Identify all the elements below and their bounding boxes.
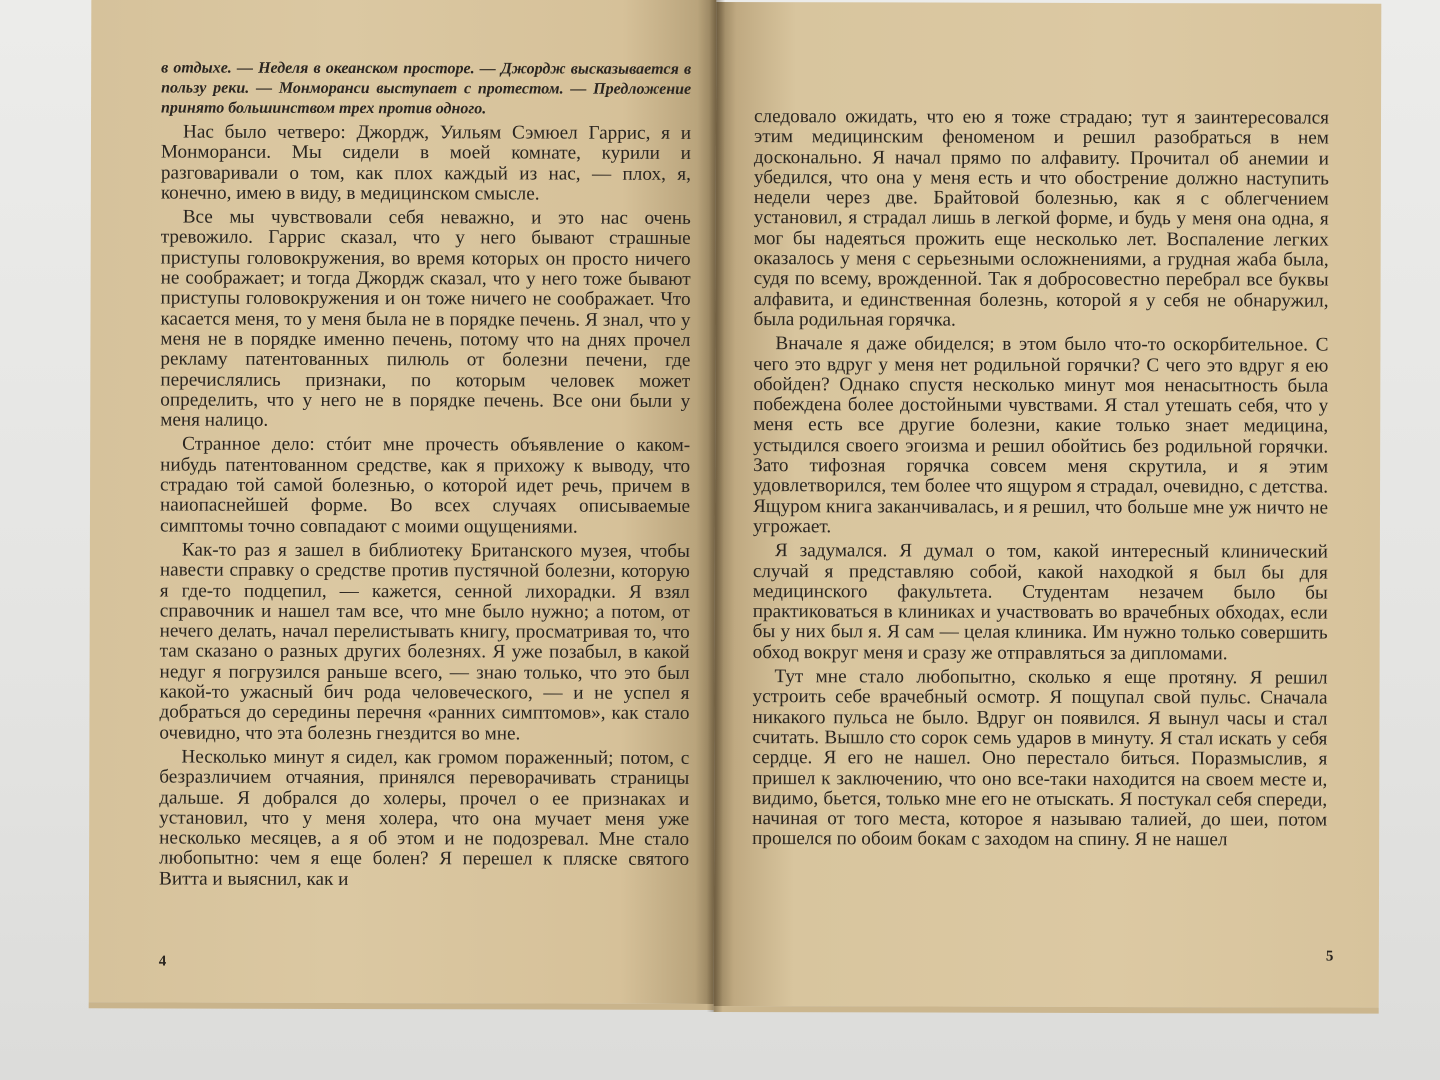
paragraph: Тут мне стало любопытно, сколько я еще протяну. Я решил устроить себе врачебный осмотр. Я пощупал свой пульс. Сначала никакого пульса не было. Вдруг он появился. Я вынул часы и стал считать. Вышло сто сорок семь ударов в минуту. Я стал искать у себя сердце. Я его не нашел. Оно перестало биться. Поразмыслив, я пришел к заключению, что оно все-таки находится на своем месте и, видимо, бьется, только мне его не отыскать. Я постукал себя спереди, начиная от того места, которое я называю талией, до шеи, потом прошелся по обоим бокам с заходом на спину. Я не нашел — [752, 666, 1328, 851]
paragraph: Странное дело: стóит мне прочесть объявление о каком-нибудь патентованном средстве, как я прихожу к выводу, что страдаю той самой болезнью, о которой идет речь, причем в наиопаснейшей форме. Во всех случаях описываемые симптомы точно совпадают с моими ощущениями. — [159, 434, 691, 538]
left-page-text — [159, 58, 691, 894]
book-spine — [707, 0, 726, 1012]
paragraph: Нас было четверо: Джордж, Уильям Сэмюел Гаррис, я и Монморанси. Мы сидели в моей комнате, курили и разговаривали о том, как плох каждый из нас, — плох, я, конечно, имею в виду, в медицинском смысле. — [160, 121, 692, 205]
page-number-right: 5 — [1325, 948, 1334, 965]
page-number-left: 4 — [158, 953, 167, 970]
right-page — [714, 2, 1382, 1014]
right-page-text — [752, 107, 1329, 855]
paragraph: следовало ожидать, что ею я тоже страдаю; тут я заинтересовался этим медицинским феноменом и решил разобраться в нем досконально. Я начал прямо по алфавиту. Прочитал об анемии и убедился, что она у меня есть и что обострение должно наступить недели через две. Брайтовой болезнью, как я с облегчением установил, я страдал лишь в легкой форме, и будь у меня она одна, я мог бы надеяться прожить еще несколько лет. Воспаление легких оказалось у меня с серьезными осложнениями, а грудная жаба была, судя по всему, врожденной. Так я добросовестно перебрал все буквы алфавита, и единственная болезнь, которой я у себя не обнаружил, была родильная горячка. — [753, 106, 1330, 331]
paragraph: Я задумался. Я думал о том, какой интересный клинический случай я представляю собой, какой находкой я был бы для медицинского факультета. Студентам незачем было бы практиковаться в клиниках и участвовать во врачебных обходах, если бы у них был я. Я сам — целая клиника. Им нужно только совершить обход вокруг меня и сразу же отправляться за дипломами. — [752, 540, 1328, 665]
open-book — [89, 0, 1382, 1022]
paragraph: Вначале я даже обиделся; в этом было что-то оскорбительное. С чего это вдруг у меня нет родильной горячки? С чего это вдруг я ею обойден? Однако спустя несколько минут моя ненасытность была побеждена более достойными чувствами. Я стал утешать себя, что у меня есть все другие болезни, какие только знает медицина, устыдился своего эгоизма и решил обойтись без родильной горячки. Зато тифозная горячка совсем меня скрутила, и я этим удовлетворился, тем более что ящуром я страдал, очевидно, с детства. Ящуром книга заканчивалась, и я решил, что больше мне уж ничто не угрожает. — [752, 333, 1329, 538]
paragraph: Все мы чувствовали себя неважно, и это нас очень тревожило. Гаррис сказал, что у него бывают страшные приступы головокружения, во время которых он просто ничего не соображает; и тогда Джордж сказал, что у него тоже бывают приступы головокружения и он тоже ничего не соображает. Что касается меня, то у меня была не в порядке печень. Я знал, что у меня не в порядке именно печень, потому что на днях прочел рекламу патентованных пилюль от болезни печени, где перечислялись признаки, по которым человек может определить, что у него не в порядке печень. Все они были у меня налицо. — [160, 206, 691, 431]
paragraph: Как-то раз я зашел в библиотеку Британского музея, чтобы навести справку о средстве против пустячной болезни, которую я где-то подцепил, — кажется, сенной лихорадки. Я взял справочник и нашел там все, что мне было нужно; а потом, от нечего делать, начал перелистывать книгу, просматривая то, что там сказано о разных других болезнях. Я уже позабыл, в какой недуг я погрузился раньше всего, — знаю только, что это был какой-то ужасный бич рода человеческого, — и не успел я добраться до середины перечня «ранних симптомов», как стало очевидно, что эта болезнь гнездится во мне. — [159, 539, 690, 745]
chapter-subtitle: в отдыхе. — Неделя в океанском просторе. — Джордж высказывается в пользу реки. — Монморанси выступает с протестом. — Предложение принято большинством трех против одного. — [161, 59, 692, 118]
left-page — [89, 0, 717, 1010]
paragraph: Несколько минут я сидел, как громом пораженный; потом, с безразличием отчаяния, принялся переворачивать страницы дальше. Я добрался до холеры, прочел о ее признаках и установил, что у меня холера, что она мучает меня уже несколько месяцев, а я об этом и не подозревал. Мне стало любопытно: чем я еще болен? Я перешел к пляске святого Витта и выяснил, как и — [159, 746, 690, 890]
